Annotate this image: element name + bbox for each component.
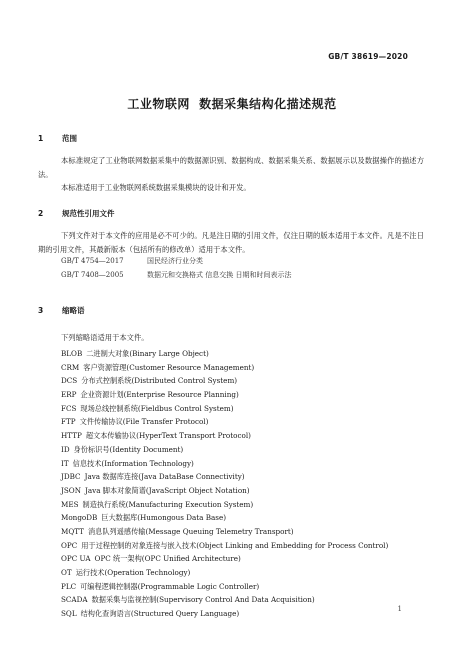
- abbreviation-term: PLC: [61, 581, 77, 591]
- abbreviation-definition: 运行技术(Operation Technology): [75, 568, 191, 577]
- abbreviation-item: [61, 484, 388, 498]
- abbreviation-item: [61, 470, 388, 484]
- abbreviation-item: [61, 457, 388, 471]
- abbreviation-term: MES: [61, 499, 79, 509]
- section-number: 1: [38, 134, 44, 143]
- abbreviation-definition: 用于过程控制的对象连接与嵌入技术(Object Linking and Embedding for Process Control): [81, 540, 389, 550]
- reference-item: [61, 270, 291, 280]
- abbreviation-item: [61, 593, 388, 607]
- section-title: 范围: [62, 134, 77, 143]
- abbreviation-item: [61, 361, 388, 375]
- abbreviation-item: [61, 580, 388, 594]
- abbreviation-term: MQTT: [61, 526, 84, 536]
- abbreviation-definition: 制造执行系统(Manufacturing Execution System): [82, 499, 254, 509]
- abbreviation-term: CRM: [61, 362, 80, 372]
- abbreviation-term: SCADA: [61, 595, 88, 605]
- abbreviation-term: BLOB: [61, 349, 83, 358]
- section-number: 2: [38, 209, 44, 218]
- abbreviations-intro: 下列缩略语适用于本文件。: [61, 333, 149, 342]
- abbreviation-term: OPC UA: [61, 554, 91, 564]
- abbreviation-definition: 超文本传输协议(HyperText Transport Protocol): [85, 431, 251, 441]
- abbreviation-term: OPC: [61, 540, 78, 550]
- reference-item: [61, 256, 203, 266]
- abbreviation-term: MongoDB: [61, 513, 98, 523]
- abbreviation-item: [61, 607, 388, 621]
- abbreviation-definition: Java 数据库连接(Java DataBase Connectivity): [84, 472, 245, 482]
- abbreviation-definition: 巨大数据库(Humongous Data Base): [101, 513, 227, 523]
- abbreviation-definition: 信息技术(Information Technology): [72, 458, 194, 468]
- reference-title: 数据元和交换格式 信息交换 日期和时间表示法: [147, 271, 292, 279]
- section-1-paragraph-1: 本标准规定了工业物联网数据采集中的数据源识别、数据构成、数据采集关系、数据展示以及数据操作的描述方法。: [38, 156, 424, 179]
- abbreviation-item: [61, 415, 388, 429]
- abbreviation-item: [61, 374, 388, 388]
- abbreviation-term: DCS: [61, 376, 78, 386]
- abbreviation-term: JDBC: [61, 472, 81, 482]
- abbreviation-definition: 分布式控制系统(Distributed Control System): [81, 376, 238, 386]
- abbreviation-definition: 客户资源管理(Customer Resource Management): [83, 362, 255, 372]
- abbreviation-item: [61, 525, 388, 539]
- abbreviation-definition: 消息队列遥感传输(Message Queuing Telemetry Transport): [87, 526, 294, 536]
- section-1-paragraph-2: 本标准适用于工业物联网系统数据采集模块的设计和开发。: [61, 183, 251, 192]
- abbreviation-list: [61, 347, 388, 621]
- abbreviation-definition: 结构化查询语言(Structured Query Language): [80, 609, 240, 619]
- section-2-heading: [38, 208, 115, 219]
- abbreviation-item: [61, 347, 388, 361]
- abbreviation-term: JSON: [61, 485, 81, 495]
- abbreviation-definition: Java 脚本对象简谱(JavaScript Object Notation): [85, 485, 250, 495]
- section-1-heading: [38, 133, 77, 144]
- abbreviation-definition: 文件传输协议(File Transfer Protocol): [79, 417, 209, 427]
- reference-code: GB/T 4754—2017: [61, 257, 124, 265]
- abbreviation-term: ID: [61, 444, 70, 454]
- abbreviation-definition: 身份标识号(Identity Document): [73, 444, 184, 454]
- abbreviation-definition: 可编程逻辑控制器(Programmable Logic Controller): [80, 581, 260, 591]
- document-title: 工业物联网 数据采集结构化描述规范: [127, 97, 337, 111]
- section-number: 3: [38, 306, 44, 315]
- abbreviation-item: [61, 402, 388, 416]
- reference-code: GB/T 7408—2005: [61, 271, 124, 279]
- abbreviation-item: [61, 388, 388, 402]
- section-2-paragraph-1: 下列文件对于本文件的应用是必不可少的。凡是注日期的引用文件，仅注日期的版本适用于本文件。凡是不注日期的引用文件，其最新版本（包括所有的修改单）适用于本文件。: [38, 231, 424, 254]
- abbreviation-term: FCS: [61, 403, 77, 413]
- abbreviation-item: [61, 443, 388, 457]
- abbreviation-term: SQL: [61, 609, 77, 619]
- standard-code: GB/T 38619—2020: [328, 52, 408, 61]
- abbreviation-item: [61, 511, 388, 525]
- abbreviation-definition: 企业资源计划(Enterprise Resource Planning): [80, 390, 239, 400]
- reference-title: 国民经济行业分类: [147, 257, 203, 265]
- abbreviation-item: [61, 498, 388, 512]
- abbreviation-definition: OPC 统一架构(OPC Unified Architecture): [94, 554, 241, 564]
- abbreviation-item: [61, 429, 388, 443]
- section-title: 规范性引用文件: [62, 209, 115, 218]
- abbreviation-term: IT: [61, 458, 69, 468]
- abbreviation-term: ERP: [61, 390, 77, 400]
- abbreviation-term: FTP: [61, 417, 76, 427]
- abbreviation-definition: 数据采集与监视控制(Supervisory Control And Data Acquisition): [91, 595, 315, 605]
- abbreviation-term: HTTP: [61, 431, 82, 441]
- abbreviation-definition: 二进制大对象(Binary Large Object): [86, 349, 209, 358]
- abbreviation-item: [61, 566, 388, 580]
- section-3-heading: [38, 305, 85, 316]
- abbreviation-item: [61, 539, 388, 553]
- page-number: 1: [397, 605, 402, 613]
- abbreviation-term: OT: [61, 568, 72, 577]
- abbreviation-item: [61, 552, 388, 566]
- section-title: 缩略语: [62, 306, 85, 315]
- abbreviation-definition: 现场总线控制系统(Fieldbus Control System): [80, 403, 234, 413]
